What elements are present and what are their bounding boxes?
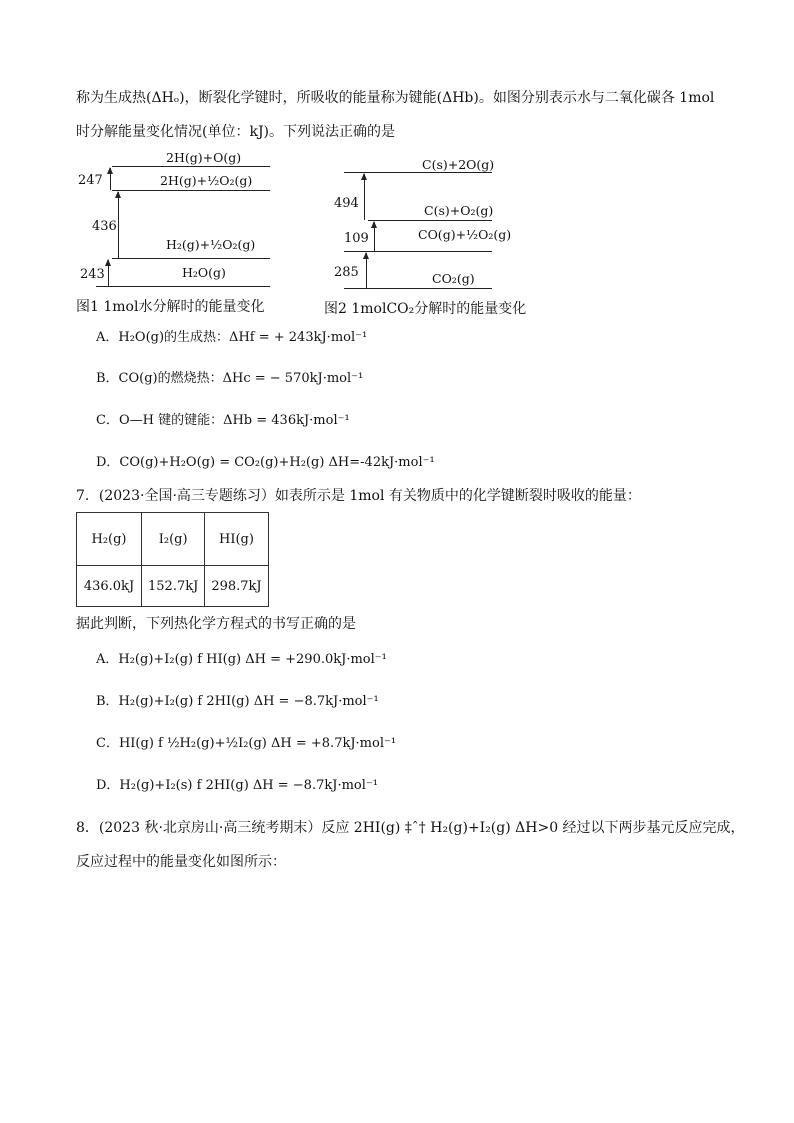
- fig2-level-bottom: [344, 288, 492, 289]
- fig1-level-3: [112, 258, 270, 259]
- q7-option-d: D．H₂(g)+I₂(s) f 2HI(g) ΔH = −8.7kJ·mol⁻¹: [96, 778, 378, 793]
- fig2-arrow-494: [364, 174, 365, 220]
- q7-option-c: C．HI(g) f ½H₂(g)+½I₂(g) ΔH = +8.7kJ·mol⁻¹: [96, 736, 397, 751]
- table-value-h2: 436.0kJ: [77, 566, 142, 607]
- fig1-level-top: [112, 166, 270, 167]
- fig2-level-label-2: C(s)+O₂(g): [424, 203, 494, 218]
- fig2-level-label-3: CO(g)+½O₂(g): [418, 227, 512, 242]
- fig1-level-label-3: H₂(g)+½O₂(g): [166, 237, 256, 252]
- table-header-i2: I₂(g): [142, 513, 205, 566]
- fig1-arrow-436: [118, 192, 119, 258]
- table-value-i2: 152.7kJ: [142, 566, 205, 607]
- q7-option-b: B．H₂(g)+I₂(g) f 2HI(g) ΔH = −8.7kJ·mol⁻¹: [96, 694, 379, 709]
- fig1-value-243: 243: [80, 267, 105, 282]
- table-value-hi: 298.7kJ: [205, 566, 268, 607]
- q6-option-c: C．O—H 键的键能：ΔHb = 436kJ·mol⁻¹: [96, 413, 350, 428]
- fig1-level-label-1: 2H(g)+O(g): [166, 150, 242, 165]
- fig2-value-109: 109: [344, 231, 369, 246]
- fig2-arrow-109: [374, 222, 375, 251]
- fig1-value-436: 436: [92, 219, 117, 234]
- fig2-value-285: 285: [334, 265, 359, 280]
- q8-line-1: 8．(2023 秋·北京房山·高三统考期末）反应 2HI(g) ‡ˆ† H₂(g)+I₂(g) ΔH>0 经过以下两步基元反应完成，: [76, 820, 745, 836]
- fig2-level-label-1: C(s)+2O(g): [422, 157, 495, 172]
- q7-stem: 7．(2023·全国·高三专题练习）如表所示是 1mol 有关物质中的化学键断裂时吸收的能量：: [76, 488, 641, 504]
- table-header-hi: HI(g): [205, 513, 268, 566]
- fig2-value-494: 494: [334, 196, 359, 211]
- fig1-arrow-243: [108, 260, 109, 286]
- fig1-level-label-2: 2H(g)+½O₂(g): [160, 173, 253, 188]
- fig1-level-bottom: [96, 286, 270, 287]
- fig1-arrow-247: [110, 168, 111, 190]
- intro-line-2: 时分解能量变化情况(单位：kJ)。下列说法正确的是: [76, 124, 396, 140]
- q7-option-a: A．H₂(g)+I₂(g) f HI(g) ΔH = +290.0kJ·mol⁻¹: [96, 652, 387, 667]
- fig1-level-2: [112, 190, 270, 191]
- q7-prompt: 据此判断，下列热化学方程式的书写正确的是: [76, 616, 356, 632]
- fig2-caption: 图2 1molCO₂分解时的能量变化: [324, 301, 527, 317]
- fig2-arrow-285: [366, 253, 367, 288]
- table-header-h2: H₂(g): [77, 513, 142, 566]
- fig2-level-label-4: CO₂(g): [432, 271, 475, 286]
- q6-option-a: A．H₂O(g)的生成热：ΔHf = + 243kJ·mol⁻¹: [96, 330, 368, 345]
- fig1-caption: 图1 1mol水分解时的能量变化: [76, 299, 265, 315]
- fig2-level-2: [368, 220, 492, 221]
- fig1-value-247: 247: [78, 173, 103, 188]
- q8-line-2: 反应过程中的能量变化如图所示：: [76, 854, 286, 870]
- q6-option-b: B．CO(g)的燃烧热：ΔHc = − 570kJ·mol⁻¹: [96, 371, 364, 386]
- bond-energy-table: [76, 512, 269, 607]
- fig1-level-label-4: H₂O(g): [182, 265, 226, 280]
- intro-line-1: 称为生成热(ΔHₒ)，断裂化学键时，所吸收的能量称为键能(ΔHb)。如图分别表示水与二氧化碳各 1mol: [76, 90, 715, 106]
- q6-option-d: D．CO(g)+H₂O(g) = CO₂(g)+H₂(g) ΔH=-42kJ·mol⁻¹: [96, 455, 435, 470]
